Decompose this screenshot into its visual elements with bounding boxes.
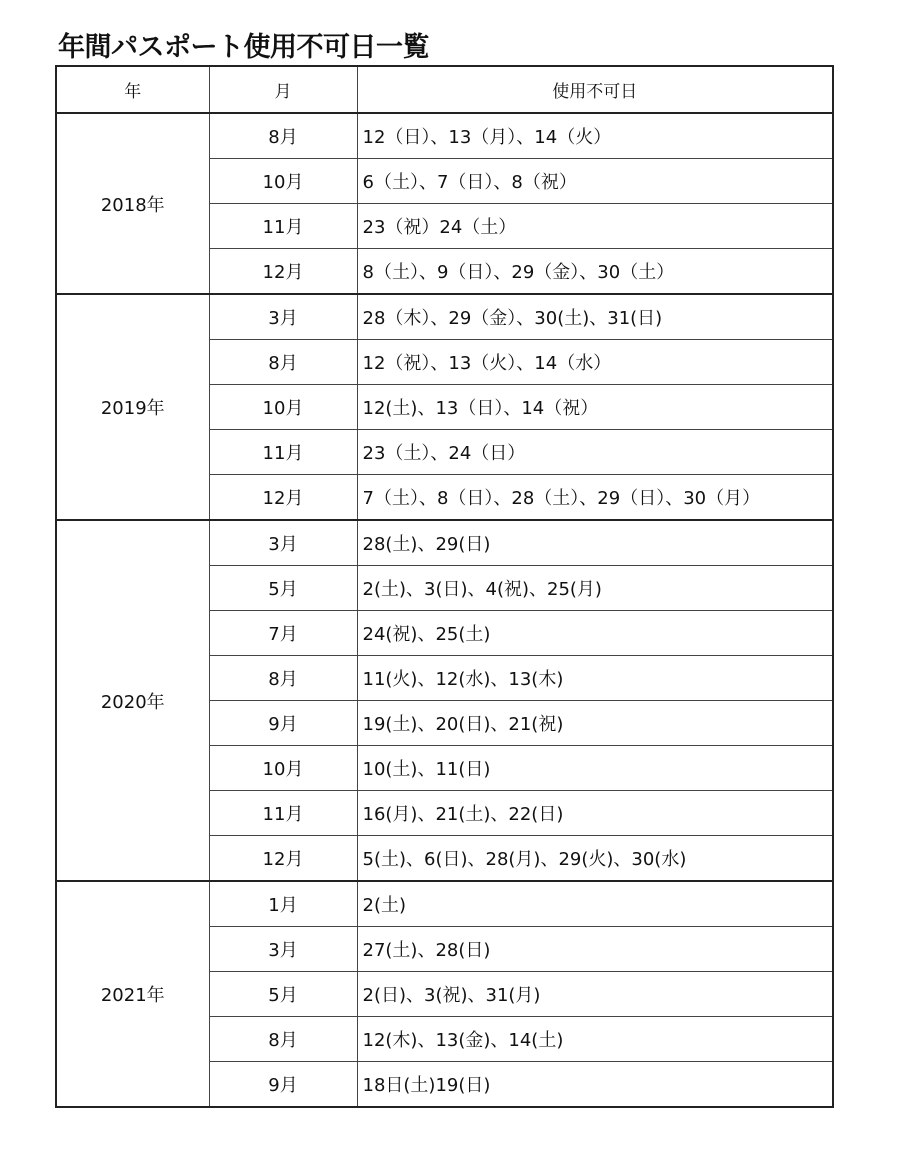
header-dates: 使用不可日 — [357, 66, 833, 113]
month-cell: 10月 — [209, 159, 357, 204]
month-cell: 3月 — [209, 927, 357, 972]
dates-cell: 12(土)、13（日）、14（祝） — [357, 385, 833, 430]
page-title: 年間パスポート使用不可日一覧 — [58, 32, 429, 63]
month-cell: 3月 — [209, 294, 357, 340]
table-header-row — [56, 66, 833, 113]
dates-cell: 12（日）、13（月）、14（火） — [357, 113, 833, 159]
year-cell: 2018年 — [56, 113, 209, 294]
month-cell: 12月 — [209, 249, 357, 295]
month-cell: 9月 — [209, 701, 357, 746]
dates-cell: 23（祝）24（土） — [357, 204, 833, 249]
month-cell: 7月 — [209, 611, 357, 656]
dates-cell: 23（土）、24（日） — [357, 430, 833, 475]
month-cell: 8月 — [209, 340, 357, 385]
month-cell: 10月 — [209, 746, 357, 791]
dates-cell: 2(日)、3(祝)、31(月) — [357, 972, 833, 1017]
dates-cell: 12（祝）、13（火）、14（水） — [357, 340, 833, 385]
month-cell: 12月 — [209, 836, 357, 882]
month-cell: 10月 — [209, 385, 357, 430]
dates-cell: 12(木)、13(金)、14(土) — [357, 1017, 833, 1062]
dates-cell: 19(土)、20(日)、21(祝) — [357, 701, 833, 746]
dates-cell: 27(土)、28(日) — [357, 927, 833, 972]
header-month: 月 — [209, 66, 357, 113]
month-cell: 8月 — [209, 1017, 357, 1062]
dates-cell: 7（土）、8（日）、28（土）、29（日）、30（月） — [357, 475, 833, 521]
month-cell: 12月 — [209, 475, 357, 521]
month-cell: 11月 — [209, 791, 357, 836]
dates-cell: 16(月)、21(土)、22(日) — [357, 791, 833, 836]
month-cell: 3月 — [209, 520, 357, 566]
table-row — [56, 113, 833, 159]
unavailable-dates-table — [55, 65, 834, 1108]
table-row — [56, 520, 833, 566]
dates-cell: 24(祝)、25(土) — [357, 611, 833, 656]
month-cell: 9月 — [209, 1062, 357, 1108]
dates-cell: 5(土)、6(日)、28(月)、29(火)、30(水) — [357, 836, 833, 882]
table-row — [56, 294, 833, 340]
year-cell: 2020年 — [56, 520, 209, 881]
dates-cell: 18日(土)19(日) — [357, 1062, 833, 1108]
month-cell: 8月 — [209, 113, 357, 159]
year-cell: 2021年 — [56, 881, 209, 1107]
dates-cell: 8（土）、9（日）、29（金）、30（土） — [357, 249, 833, 295]
dates-cell: 6（土）、7（日）、8（祝） — [357, 159, 833, 204]
month-cell: 5月 — [209, 566, 357, 611]
month-cell: 5月 — [209, 972, 357, 1017]
year-cell: 2019年 — [56, 294, 209, 520]
header-year: 年 — [56, 66, 209, 113]
month-cell: 1月 — [209, 881, 357, 927]
month-cell: 11月 — [209, 430, 357, 475]
dates-cell: 2(土)、3(日)、4(祝)、25(月) — [357, 566, 833, 611]
dates-cell: 11(火)、12(水)、13(木) — [357, 656, 833, 701]
table-row — [56, 881, 833, 927]
dates-cell: 2(土) — [357, 881, 833, 927]
dates-cell: 28（木）、29（金）、30(土)、31(日) — [357, 294, 833, 340]
dates-cell: 10(土)、11(日) — [357, 746, 833, 791]
dates-cell: 28(土)、29(日) — [357, 520, 833, 566]
month-cell: 11月 — [209, 204, 357, 249]
month-cell: 8月 — [209, 656, 357, 701]
